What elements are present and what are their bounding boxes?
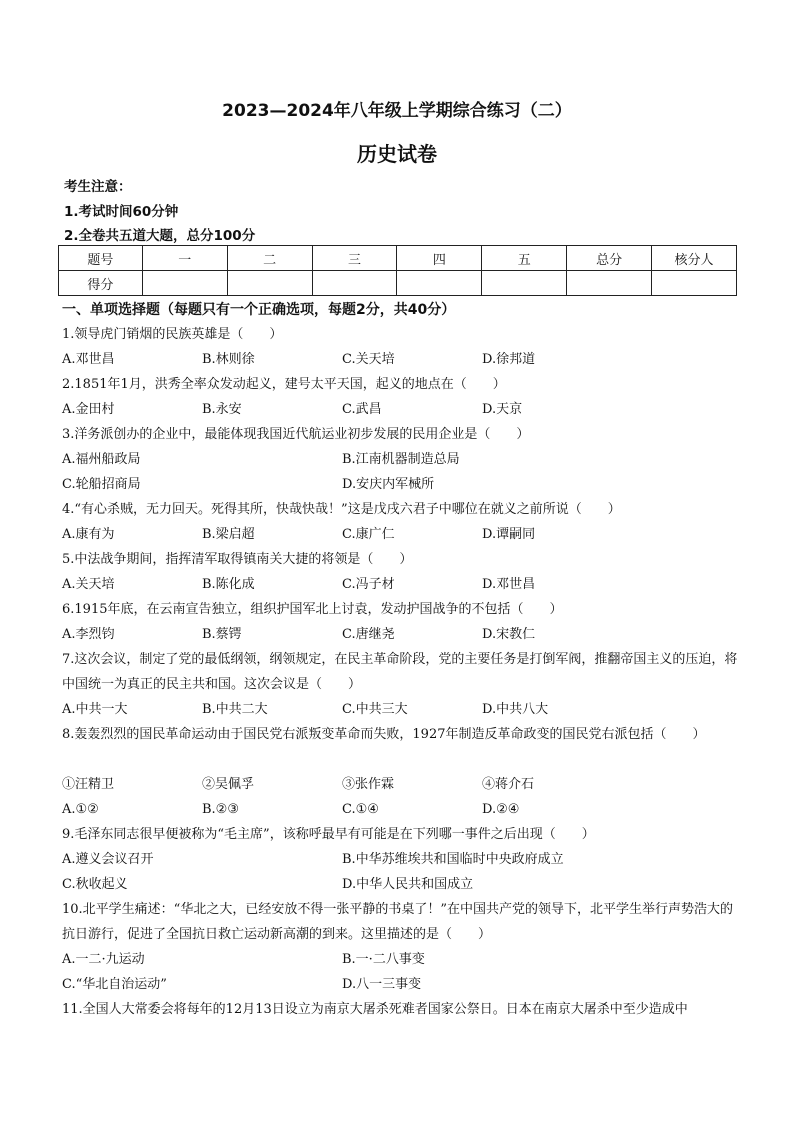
- option-b: B.一·二八事变: [342, 952, 425, 967]
- option-a: A.邓世昌: [62, 352, 115, 367]
- question-stem: 6.1915年底，在云南宣告独立，组织护国军北上讨袁，发动护国战争的不包括（ ）: [62, 602, 563, 617]
- list-item: ①汪精卫: [62, 777, 115, 792]
- score-input-cell: [142, 271, 227, 296]
- table-cell: 总分: [567, 246, 652, 271]
- option-d: D.安庆内军械所: [342, 477, 435, 492]
- question-stem: 3.洋务派创办的企业中，最能体现我国近代航运业初步发展的民用企业是（ ）: [62, 427, 530, 442]
- option-c: C.轮船招商局: [62, 477, 141, 492]
- option-b: B.梁启超: [202, 527, 255, 542]
- question-stem: 2.1851年1月，洪秀全率众发动起义，建号太平天国，起义的地点在（ ）: [62, 377, 506, 392]
- option-d: D.徐邦道: [482, 352, 536, 367]
- question-stem: 10.北平学生痛述：“华北之大，已经安放不得一张平静的书桌了！”在中国共产党的领导下，北平学生举行声势浩大的抗日游行，促进了全国抗日救亡运动新高潮的到来。这里描述的是（ ）: [62, 902, 733, 942]
- option-a: A.一二·九运动: [62, 952, 145, 967]
- list-item: ③张作霖: [342, 777, 395, 792]
- table-cell: 五: [482, 246, 567, 271]
- option-d: D.中华人民共和国成立: [342, 877, 474, 892]
- option-a: A.李烈钧: [62, 627, 115, 642]
- exam-title: 2023—2024年八年级上学期综合练习（二）: [222, 101, 572, 121]
- table-cell: 题号: [59, 246, 143, 271]
- option-b: B.②③: [202, 802, 239, 817]
- table-cell: 核分人: [652, 246, 737, 271]
- question-stem: 5.中法战争期间，指挥清军取得镇南关大捷的将领是（ ）: [62, 552, 413, 567]
- option-c: C.“华北自治运动”: [62, 977, 167, 992]
- option-c: C.唐继尧: [342, 627, 395, 642]
- section-heading: 一、单项选择题（每题只有一个正确选项，每题2分，共40分）: [62, 302, 456, 318]
- option-a: A.遵义会议召开: [62, 852, 154, 867]
- table-cell: 二: [227, 246, 312, 271]
- score-input-cell: [397, 271, 482, 296]
- option-a: A.福州船政局: [62, 452, 141, 467]
- score-input-cell: [482, 271, 567, 296]
- option-d: D.②④: [482, 802, 520, 817]
- option-b: B.中华苏维埃共和国临时中央政府成立: [342, 852, 564, 867]
- score-table-header-row: [59, 246, 737, 271]
- score-input-cell: [652, 271, 737, 296]
- option-a: A.金田村: [62, 402, 115, 417]
- option-d: D.八一三事变: [342, 977, 422, 992]
- option-b: B.永安: [202, 402, 242, 417]
- table-cell: 三: [312, 246, 397, 271]
- option-b: B.江南机器制造总局: [342, 452, 460, 467]
- option-b: B.林则徐: [202, 352, 255, 367]
- option-c: C.关天培: [342, 352, 395, 367]
- option-c: C.冯子材: [342, 577, 395, 592]
- list-item: ④蒋介石: [482, 777, 535, 792]
- question-stem: 7.这次会议，制定了党的最低纲领，纲领规定，在民主革命阶段，党的主要任务是打倒军阀，推翻帝国主义的压迫，将中国统一为真正的民主共和国。这次会议是（ ）: [62, 652, 738, 692]
- notice-item: 2.全卷共五道大题，总分100分: [64, 228, 256, 244]
- option-d: D.中共八大: [482, 702, 549, 717]
- list-item: ②吴佩孚: [202, 777, 255, 792]
- table-cell: 得分: [59, 271, 143, 296]
- notice-item: 1.考试时间60分钟: [64, 204, 179, 220]
- table-cell: 一: [142, 246, 227, 271]
- score-input-cell: [567, 271, 652, 296]
- option-c: C.康广仁: [342, 527, 395, 542]
- option-c: C.中共三大: [342, 702, 408, 717]
- option-b: B.陈化成: [202, 577, 255, 592]
- option-b: B.蔡锷: [202, 627, 242, 642]
- question-stem: 11.全国人大常委会将每年的12月13日设立为南京大屠杀死难者国家公祭日。日本在南京大屠杀中至少造成中: [62, 1002, 688, 1017]
- table-cell: 四: [397, 246, 482, 271]
- option-d: D.谭嗣同: [482, 527, 536, 542]
- score-input-cell: [312, 271, 397, 296]
- option-a: A.康有为: [62, 527, 115, 542]
- question-stem: 8.轰轰烈烈的国民革命运动由于国民党右派叛变革命而失败，1927年制造反革命政变的国民党右派包括（ ）: [62, 727, 706, 742]
- option-a: A.中共一大: [62, 702, 128, 717]
- option-c: C.①④: [342, 802, 379, 817]
- option-b: B.中共二大: [202, 702, 268, 717]
- option-a: A.关天培: [62, 577, 115, 592]
- notice-heading: 考生注意：: [64, 179, 132, 195]
- score-table-score-row: [59, 271, 737, 296]
- question-stem: 9.毛泽东同志很早便被称为“毛主席”，该称呼最早有可能是在下列哪一事件之后出现（ ）: [62, 827, 595, 842]
- score-input-cell: [227, 271, 312, 296]
- score-table: [58, 245, 737, 296]
- option-d: D.宋教仁: [482, 627, 536, 642]
- option-c: C.秋收起义: [62, 877, 128, 892]
- option-c: C.武昌: [342, 402, 382, 417]
- question-stem: 4.“有心杀贼，无力回天。死得其所，快哉快哉！”这是戊戌六君子中哪位在就义之前所说（ ）: [62, 502, 621, 517]
- exam-subtitle: 历史试卷: [357, 142, 437, 166]
- option-d: D.天京: [482, 402, 523, 417]
- option-d: D.邓世昌: [482, 577, 536, 592]
- option-a: A.①②: [62, 802, 99, 817]
- question-stem: 1.领导虎门销烟的民族英雄是（ ）: [62, 327, 283, 342]
